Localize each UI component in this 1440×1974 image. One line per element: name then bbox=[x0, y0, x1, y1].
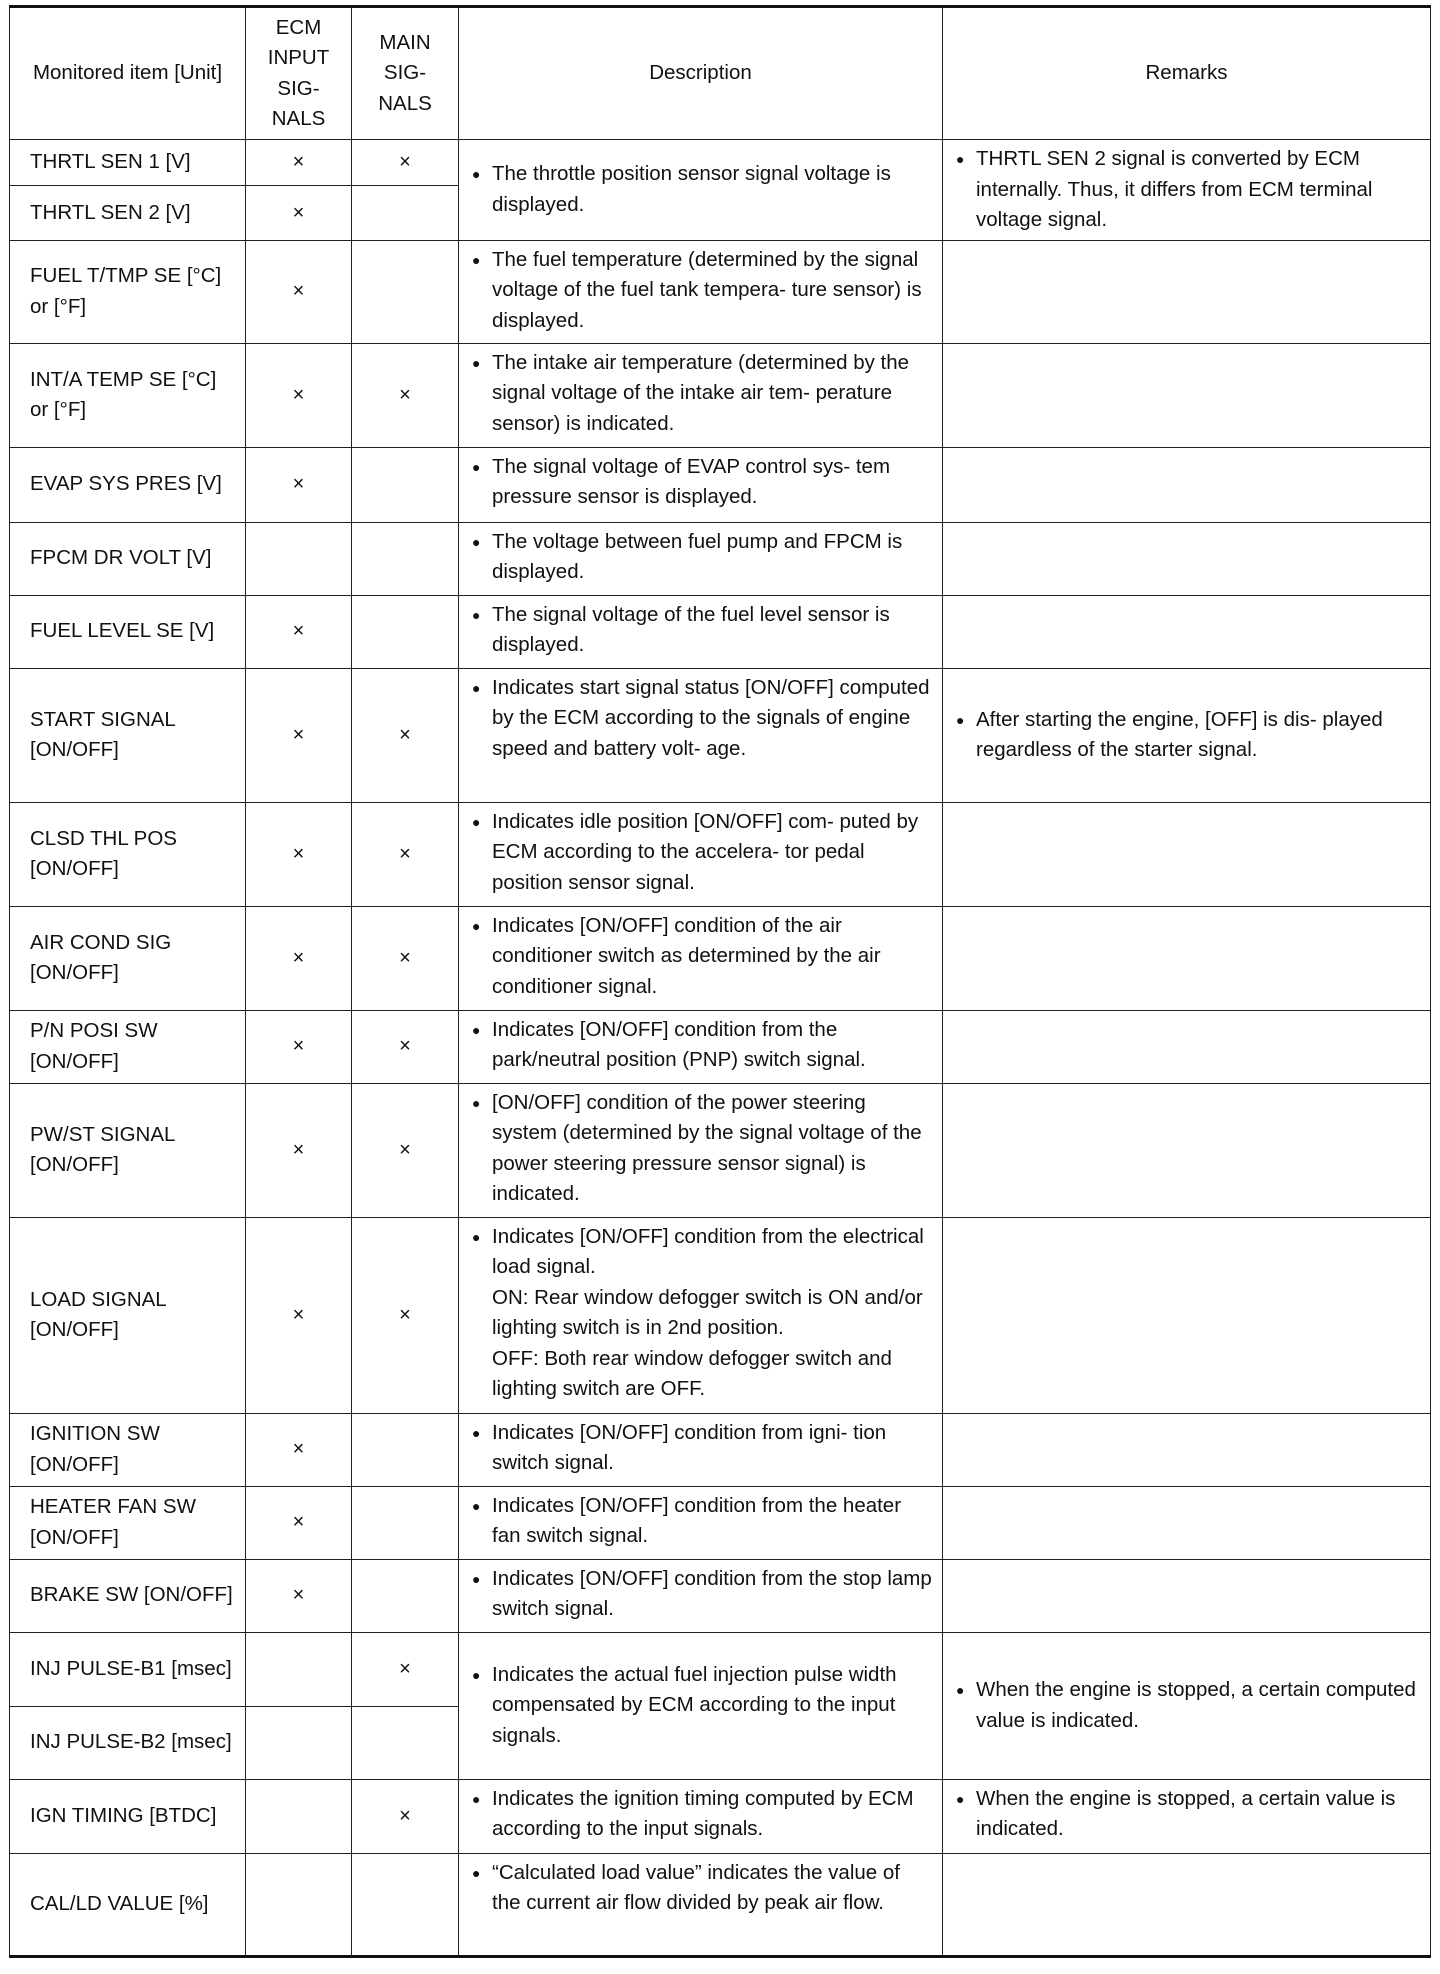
remarks-cell bbox=[943, 1632, 1431, 1779]
description-bullet-line bbox=[472, 807, 932, 899]
description-text bbox=[492, 348, 932, 440]
description-cell bbox=[459, 668, 943, 802]
main-signal-mark-cell: × bbox=[352, 1632, 459, 1706]
monitored-item-cell bbox=[10, 1559, 246, 1632]
monitored-item-cell bbox=[10, 447, 246, 522]
remarks-main-text: THRTL SEN 2 signal is converted by ECM internally. Thus, it differs from ECM terminal voltage signal. bbox=[976, 147, 1373, 231]
bullet-icon: ● bbox=[472, 917, 481, 934]
description-text bbox=[492, 673, 932, 765]
description-main-text: [ON/OFF] condition of the power steering system (determined by the signal voltage of the power steering pressure sensor signal) is indicated. bbox=[492, 1090, 922, 1205]
header-description bbox=[459, 7, 943, 140]
table-row bbox=[10, 906, 1431, 1010]
main-signal-mark-cell bbox=[352, 595, 459, 668]
description-cell bbox=[459, 595, 943, 668]
description-bullet-line bbox=[472, 911, 932, 1003]
table-row bbox=[10, 240, 1431, 343]
bullet-icon: ● bbox=[472, 1570, 481, 1587]
ecm-input-mark-cell: × bbox=[246, 906, 352, 1010]
description-text bbox=[492, 911, 932, 1003]
table-row bbox=[10, 1010, 1431, 1083]
monitored-item-cell bbox=[10, 1413, 246, 1486]
description-cell bbox=[459, 343, 943, 447]
remarks-cell bbox=[943, 906, 1431, 1010]
description-main-text: The intake air temperature (determined by the signal voltage of the intake air tem- perature sensor) is indicated. bbox=[492, 350, 910, 435]
table-row bbox=[10, 802, 1431, 906]
table-row bbox=[10, 668, 1431, 802]
description-cell bbox=[459, 140, 943, 241]
header-main-signals-label: MAIN SIG- NALS bbox=[378, 30, 432, 115]
description-text bbox=[492, 1015, 932, 1076]
remarks-cell bbox=[943, 1853, 1431, 1956]
remarks-bullet-line bbox=[956, 1675, 1420, 1736]
bullet-icon: ● bbox=[472, 1497, 481, 1514]
monitored-item-cell bbox=[10, 906, 246, 1010]
remarks-cell bbox=[943, 1559, 1431, 1632]
monitored-item-name: CAL/LD VALUE [%] bbox=[30, 1891, 209, 1915]
remarks-cell bbox=[943, 668, 1431, 802]
table-row bbox=[10, 1632, 1431, 1706]
ecm-input-mark-cell bbox=[246, 522, 352, 595]
main-signal-mark-cell bbox=[352, 522, 459, 595]
monitored-item-name: INJ PULSE-B1 [msec] bbox=[30, 1656, 232, 1680]
description-cell bbox=[459, 1413, 943, 1486]
description-cell bbox=[459, 1779, 943, 1853]
monitored-item-cell bbox=[10, 595, 246, 668]
monitored-item-cell bbox=[10, 140, 246, 186]
description-cell bbox=[459, 802, 943, 906]
remarks-cell bbox=[943, 1010, 1431, 1083]
ecm-input-mark-cell: × bbox=[246, 240, 352, 343]
ecm-input-mark-cell bbox=[246, 1706, 352, 1779]
monitored-item-cell bbox=[10, 1706, 246, 1779]
description-cell bbox=[459, 240, 943, 343]
remarks-main-text: When the engine is stopped, a certain computed value is indicated. bbox=[976, 1678, 1416, 1732]
description-main-text: The throttle position sensor signal voltage is displayed. bbox=[492, 162, 891, 216]
description-bullet-line bbox=[472, 1564, 932, 1625]
description-detail-line: OFF: Both rear window defogger switch and lighting switch are OFF. bbox=[492, 1346, 892, 1400]
remarks-cell bbox=[943, 1083, 1431, 1217]
monitored-item-cell bbox=[10, 186, 246, 240]
header-remarks bbox=[943, 7, 1431, 140]
description-text bbox=[492, 1088, 932, 1210]
remarks-cell bbox=[943, 802, 1431, 906]
ecm-input-mark-cell: × bbox=[246, 1217, 352, 1413]
monitored-item-name: START SIGNAL [ON/OFF] bbox=[30, 707, 176, 761]
bullet-icon: ● bbox=[472, 1790, 481, 1807]
main-signal-mark-cell bbox=[352, 240, 459, 343]
description-bullet-line bbox=[472, 452, 932, 513]
description-bullet-line bbox=[472, 159, 932, 220]
description-text bbox=[492, 527, 932, 588]
remarks-text bbox=[976, 1675, 1420, 1736]
monitored-item-cell bbox=[10, 343, 246, 447]
monitored-item-cell bbox=[10, 802, 246, 906]
description-cell bbox=[459, 1632, 943, 1779]
description-main-text: The fuel temperature (determined by the signal voltage of the fuel tank tempera- ture sensor) is displayed. bbox=[492, 247, 922, 332]
monitored-item-name: HEATER FAN SW [ON/OFF] bbox=[30, 1495, 196, 1549]
description-bullet-line bbox=[472, 1491, 932, 1552]
monitored-item-name: FPCM DR VOLT [V] bbox=[30, 546, 212, 570]
bullet-icon: ● bbox=[472, 1094, 481, 1111]
monitored-item-cell bbox=[10, 668, 246, 802]
description-bullet-line bbox=[472, 1784, 932, 1845]
description-text bbox=[492, 245, 932, 337]
header-monitored-item-label: Monitored item [Unit] bbox=[32, 61, 223, 85]
description-bullet-line bbox=[472, 1015, 932, 1076]
description-main-text: Indicates start signal status [ON/OFF] computed by the ECM according to the signals of engine speed and battery volt- age. bbox=[492, 675, 930, 760]
ecm-input-mark-cell: × bbox=[246, 186, 352, 240]
ecm-input-mark-cell bbox=[246, 1632, 352, 1706]
ecm-input-mark-cell: × bbox=[246, 343, 352, 447]
monitored-item-name: FUEL LEVEL SE [V] bbox=[30, 619, 215, 643]
bullet-icon: ● bbox=[472, 1021, 481, 1038]
main-signal-mark-cell bbox=[352, 447, 459, 522]
table-row bbox=[10, 447, 1431, 522]
description-main-text: Indicates the actual fuel injection pulse width compensated by ECM according to the input signals. bbox=[492, 1662, 897, 1747]
remarks-cell bbox=[943, 1779, 1431, 1853]
monitored-items-table bbox=[9, 5, 1431, 1958]
description-cell bbox=[459, 1083, 943, 1217]
monitored-item-name: IGNITION SW [ON/OFF] bbox=[30, 1422, 160, 1476]
table-row bbox=[10, 1559, 1431, 1632]
remarks-cell bbox=[943, 447, 1431, 522]
description-text bbox=[492, 1564, 932, 1625]
monitored-item-cell bbox=[10, 1083, 246, 1217]
monitored-item-cell bbox=[10, 1853, 246, 1956]
remarks-cell bbox=[943, 240, 1431, 343]
bullet-icon: ● bbox=[472, 533, 481, 550]
description-main-text: The signal voltage of the fuel level sensor is displayed. bbox=[492, 602, 890, 656]
remarks-cell bbox=[943, 343, 1431, 447]
description-bullet-line bbox=[472, 527, 932, 588]
ecm-input-mark-cell: × bbox=[246, 668, 352, 802]
table-row bbox=[10, 343, 1431, 447]
monitored-item-name: THRTL SEN 1 [V] bbox=[30, 150, 191, 174]
main-signal-mark-cell: × bbox=[352, 1010, 459, 1083]
ecm-input-mark-cell: × bbox=[246, 447, 352, 522]
ecm-input-mark-cell: × bbox=[246, 595, 352, 668]
bullet-icon: ● bbox=[472, 354, 481, 371]
description-bullet-line bbox=[472, 1660, 932, 1752]
description-cell bbox=[459, 522, 943, 595]
description-text bbox=[492, 1784, 932, 1845]
description-main-text: Indicates [ON/OFF] condition from the stop lamp switch signal. bbox=[492, 1566, 932, 1620]
ecm-input-mark-cell: × bbox=[246, 1559, 352, 1632]
description-text bbox=[492, 1858, 932, 1919]
table-row bbox=[10, 1217, 1431, 1413]
description-cell bbox=[459, 906, 943, 1010]
remarks-cell bbox=[943, 140, 1431, 241]
table-row bbox=[10, 140, 1431, 186]
bullet-icon: ● bbox=[956, 151, 965, 167]
description-cell bbox=[459, 1559, 943, 1632]
table-row bbox=[10, 1779, 1431, 1853]
header-row bbox=[10, 7, 1431, 140]
monitor-table-sheet bbox=[9, 5, 1430, 1958]
bullet-icon: ● bbox=[472, 679, 481, 696]
monitored-item-name: EVAP SYS PRES [V] bbox=[30, 472, 222, 496]
header-monitored-item bbox=[10, 7, 246, 140]
monitored-item-name: INT/A TEMP SE [°C] or [°F] bbox=[30, 367, 217, 421]
monitored-item-name: IGN TIMING [BTDC] bbox=[30, 1803, 217, 1827]
remarks-bullet-line bbox=[956, 705, 1420, 766]
ecm-input-mark-cell: × bbox=[246, 140, 352, 186]
monitored-item-cell bbox=[10, 1010, 246, 1083]
ecm-input-mark-cell: × bbox=[246, 802, 352, 906]
description-text bbox=[492, 452, 932, 513]
bullet-icon: ● bbox=[472, 1666, 481, 1683]
main-signal-mark-cell: × bbox=[352, 906, 459, 1010]
bullet-icon: ● bbox=[956, 1682, 965, 1698]
remarks-cell bbox=[943, 595, 1431, 668]
header-main-signals bbox=[352, 7, 459, 140]
remarks-text bbox=[976, 705, 1420, 766]
description-cell bbox=[459, 1486, 943, 1559]
bullet-icon: ● bbox=[472, 1864, 481, 1881]
remarks-cell bbox=[943, 522, 1431, 595]
table-row bbox=[10, 522, 1431, 595]
description-text bbox=[492, 1491, 932, 1552]
monitored-item-name: P/N POSI SW [ON/OFF] bbox=[30, 1019, 158, 1073]
header-description-label: Description bbox=[649, 61, 752, 85]
description-main-text: Indicates the ignition timing computed by ECM according to the input signals. bbox=[492, 1786, 914, 1840]
description-bullet-line bbox=[472, 348, 932, 440]
description-main-text: Indicates [ON/OFF] condition from the heater fan switch signal. bbox=[492, 1493, 902, 1547]
monitored-item-name: LOAD SIGNAL [ON/OFF] bbox=[30, 1287, 166, 1341]
description-text bbox=[492, 600, 932, 661]
ecm-input-mark-cell: × bbox=[246, 1413, 352, 1486]
description-bullet-line bbox=[472, 245, 932, 337]
remarks-cell bbox=[943, 1413, 1431, 1486]
table-row bbox=[10, 595, 1431, 668]
main-signal-mark-cell bbox=[352, 1413, 459, 1486]
main-signal-mark-cell bbox=[352, 1559, 459, 1632]
description-text bbox=[492, 1660, 932, 1752]
description-text bbox=[492, 1222, 932, 1405]
remarks-main-text: After starting the engine, [OFF] is dis- played regardless of the starter signal. bbox=[976, 707, 1383, 761]
description-cell bbox=[459, 1853, 943, 1956]
monitored-item-name: AIR COND SIG [ON/OFF] bbox=[30, 930, 172, 984]
table-row bbox=[10, 1486, 1431, 1559]
description-main-text: The signal voltage of EVAP control sys- tem pressure sensor is displayed. bbox=[492, 454, 891, 508]
monitored-item-name: CLSD THL POS [ON/OFF] bbox=[30, 826, 177, 880]
remarks-text bbox=[976, 144, 1420, 236]
description-text bbox=[492, 1418, 932, 1479]
header-remarks-label: Remarks bbox=[1145, 61, 1228, 85]
remarks-text bbox=[976, 1784, 1420, 1845]
description-main-text: “Calculated load value” indicates the value of the current air flow divided by peak air flow. bbox=[492, 1860, 900, 1914]
description-cell bbox=[459, 447, 943, 522]
description-text bbox=[492, 159, 932, 220]
description-text bbox=[492, 807, 932, 899]
description-main-text: Indicates [ON/OFF] condition from igni- tion switch signal. bbox=[492, 1420, 887, 1474]
table-row bbox=[10, 1413, 1431, 1486]
monitored-item-name: BRAKE SW [ON/OFF] bbox=[30, 1583, 233, 1607]
ecm-input-mark-cell bbox=[246, 1779, 352, 1853]
monitored-item-cell bbox=[10, 522, 246, 595]
description-main-text: The voltage between fuel pump and FPCM is displayed. bbox=[492, 529, 903, 583]
main-signal-mark-cell: × bbox=[352, 1217, 459, 1413]
monitored-item-cell bbox=[10, 1779, 246, 1853]
main-signal-mark-cell: × bbox=[352, 668, 459, 802]
monitored-item-cell bbox=[10, 240, 246, 343]
monitored-item-name: PW/ST SIGNAL [ON/OFF] bbox=[30, 1122, 175, 1176]
header-ecm-input-signals bbox=[246, 7, 352, 140]
description-bullet-line bbox=[472, 1222, 932, 1405]
main-signal-mark-cell: × bbox=[352, 140, 459, 186]
bullet-icon: ● bbox=[956, 1790, 965, 1807]
description-bullet-line bbox=[472, 600, 932, 661]
main-signal-mark-cell: × bbox=[352, 1083, 459, 1217]
remarks-cell bbox=[943, 1486, 1431, 1559]
description-main-text: Indicates idle position [ON/OFF] com- puted by ECM according to the accelera- tor pedal position sensor signal. bbox=[492, 809, 919, 894]
bullet-icon: ● bbox=[956, 711, 965, 728]
description-bullet-line bbox=[472, 1858, 932, 1919]
bullet-icon: ● bbox=[472, 166, 481, 183]
bullet-icon: ● bbox=[472, 458, 481, 475]
description-main-text: Indicates [ON/OFF] condition from the electrical load signal. bbox=[492, 1224, 924, 1278]
description-bullet-line bbox=[472, 673, 932, 765]
monitored-item-name: FUEL T/TMP SE [°C] or [°F] bbox=[30, 264, 222, 318]
description-bullet-line bbox=[472, 1088, 932, 1210]
remarks-cell bbox=[943, 1217, 1431, 1413]
remarks-bullet-line bbox=[956, 1784, 1420, 1845]
bullet-icon: ● bbox=[472, 606, 481, 623]
description-cell bbox=[459, 1010, 943, 1083]
main-signal-mark-cell: × bbox=[352, 1779, 459, 1853]
description-bullet-line bbox=[472, 1418, 932, 1479]
ecm-input-mark-cell: × bbox=[246, 1083, 352, 1217]
ecm-input-mark-cell: × bbox=[246, 1010, 352, 1083]
bullet-icon: ● bbox=[472, 813, 481, 830]
monitored-item-cell bbox=[10, 1632, 246, 1706]
monitored-item-name: INJ PULSE-B2 [msec] bbox=[30, 1730, 232, 1754]
remarks-main-text: When the engine is stopped, a certain value is indicated. bbox=[976, 1786, 1396, 1840]
main-signal-mark-cell bbox=[352, 1853, 459, 1956]
description-main-text: Indicates [ON/OFF] condition of the air conditioner switch as determined by the air conditioner signal. bbox=[492, 913, 881, 998]
bullet-icon: ● bbox=[472, 251, 481, 268]
bullet-icon: ● bbox=[472, 1424, 481, 1441]
description-cell bbox=[459, 1217, 943, 1413]
header-ecm-input-signals-label: ECM INPUT SIG- NALS bbox=[267, 15, 330, 130]
ecm-input-mark-cell: × bbox=[246, 1486, 352, 1559]
table-row bbox=[10, 1083, 1431, 1217]
description-detail-line: ON: Rear window defogger switch is ON and/or lighting switch is in 2nd position. bbox=[492, 1285, 923, 1339]
main-signal-mark-cell: × bbox=[352, 343, 459, 447]
main-signal-mark-cell bbox=[352, 1706, 459, 1779]
bullet-icon: ● bbox=[472, 1228, 481, 1245]
monitored-item-cell bbox=[10, 1217, 246, 1413]
main-signal-mark-cell bbox=[352, 186, 459, 240]
ecm-input-mark-cell bbox=[246, 1853, 352, 1956]
description-main-text: Indicates [ON/OFF] condition from the park/neutral position (PNP) switch signal. bbox=[492, 1017, 866, 1071]
monitored-item-name: THRTL SEN 2 [V] bbox=[30, 200, 191, 224]
main-signal-mark-cell: × bbox=[352, 802, 459, 906]
monitored-item-cell bbox=[10, 1486, 246, 1559]
main-signal-mark-cell bbox=[352, 1486, 459, 1559]
table-row bbox=[10, 1853, 1431, 1956]
remarks-bullet-line bbox=[956, 144, 1420, 236]
